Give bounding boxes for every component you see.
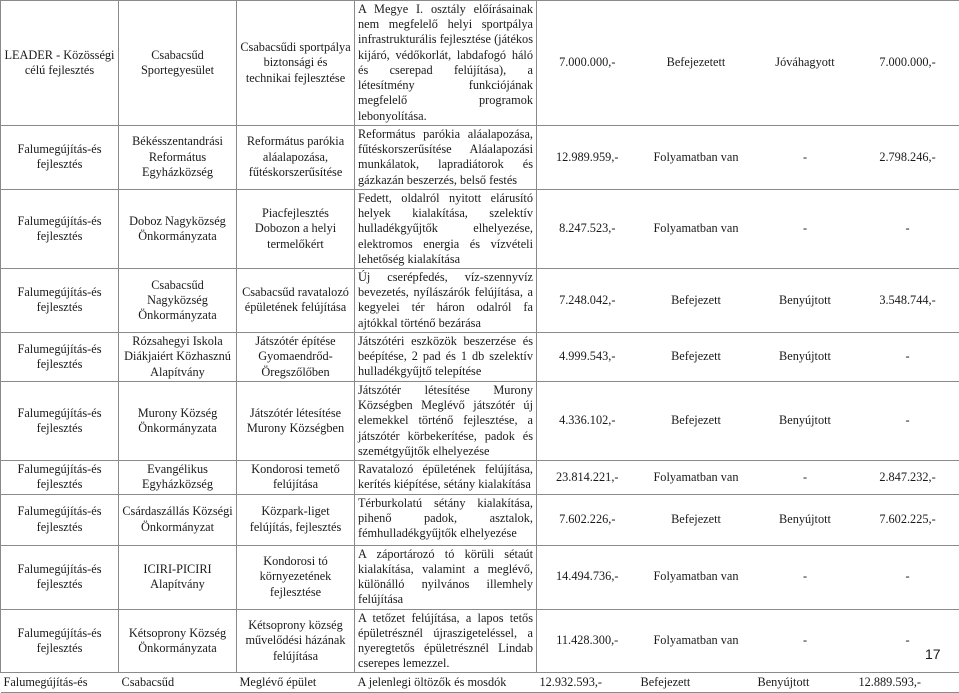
description-cell: Játszótér létesítése Murony Községben Meglévő játszótér új elemekkel történő fejlesztése, a játszótér körbekerítése, padok és szemétgyűjtők elhelyezése <box>355 381 537 460</box>
category-cell: LEADER - Közösségi célú fejlesztés <box>1 1 119 126</box>
awarded-amount-cell: 7.000.000,- <box>856 1 959 126</box>
table-row <box>1 1 959 126</box>
requested-amount-cell: 23.814.221,- <box>537 461 638 494</box>
project-title-cell: Piacfejlesztés Dobozon a helyi termelőkért <box>237 189 355 268</box>
awarded-amount-cell: - <box>856 381 959 460</box>
description-cell: A záportározó tó körüli sétaút kialakítása, valamint a meglévő, különálló nyilvános illemhely felújítása <box>355 545 537 609</box>
requested-amount-cell: 7.000.000,- <box>537 1 638 126</box>
table-row <box>1 461 959 494</box>
project-title-cell: Közpark-liget felújítás, fejlesztés <box>237 494 355 545</box>
requested-amount-cell: 12.989.959,- <box>537 125 638 189</box>
category-cell: Falumegújítás-és fejlesztés <box>1 545 119 609</box>
project-title-cell: Kondorosi tó környezetének fejlesztése <box>237 545 355 609</box>
awarded-amount-cell: 3.548.744,- <box>856 268 959 332</box>
category-cell: Falumegújítás-és fejlesztés <box>1 381 119 460</box>
decision-cell: Jóváhagyott <box>755 1 856 126</box>
status-cell: Folyamatban van <box>638 461 755 494</box>
decision-cell: Benyújtott <box>755 673 856 693</box>
applicant-cell: Murony Község Önkormányzata <box>119 381 237 460</box>
requested-amount-cell: 14.494.736,- <box>537 545 638 609</box>
applicant-cell: Csabacsűd Sportegyesület <box>119 1 237 126</box>
applicant-cell: Békésszentandrási Református Egyházközség <box>119 125 237 189</box>
project-title-cell: Csabacsűdi sportpálya biztonsági és technikai fejlesztése <box>237 1 355 126</box>
description-cell: Ravatalozó épületének felújítása, kerítés kiépítése, sétány kialakítása <box>355 461 537 494</box>
decision-cell: Benyújtott <box>755 268 856 332</box>
table-row <box>1 494 959 545</box>
requested-amount-cell: 4.999.543,- <box>537 332 638 381</box>
status-cell: Befejezett <box>638 381 755 460</box>
awarded-amount-cell: - <box>856 545 959 609</box>
table-row <box>1 332 959 381</box>
description-cell: Református parókia aláalapozása, fűtéskorszerűsítése Aláalapozási munkálatok, lapradiátorok és gázkazán beszerzés, belső festés <box>355 125 537 189</box>
applicant-cell: Csabacsűd <box>119 673 237 693</box>
applicant-cell: Evangélikus Egyházközség <box>119 461 237 494</box>
requested-amount-cell: 8.247.523,- <box>537 189 638 268</box>
decision-cell: - <box>755 189 856 268</box>
table-row <box>1 545 959 609</box>
table-row <box>1 609 959 673</box>
status-cell: Folyamatban van <box>638 545 755 609</box>
table-row <box>1 381 959 460</box>
applicant-cell: ICIRI-PICIRI Alapítvány <box>119 545 237 609</box>
decision-cell: Benyújtott <box>755 494 856 545</box>
awarded-amount-cell: 12.889.593,- <box>856 673 959 693</box>
awarded-amount-cell: - <box>856 189 959 268</box>
status-cell: Folyamatban van <box>638 189 755 268</box>
description-cell: Fedett, oldalról nyitott elárusító helyek kialakítása, szelektív hulladékgyűjtők elhelyezése, elektromos energia és vízvételi lehetőség kialakítása <box>355 189 537 268</box>
decision-cell: - <box>755 545 856 609</box>
table-row <box>1 268 959 332</box>
requested-amount-cell: 7.248.042,- <box>537 268 638 332</box>
project-title-cell: Játszótér létesítése Murony Községben <box>237 381 355 460</box>
status-cell: Befejezett <box>638 673 755 693</box>
awarded-amount-cell: 2.847.232,- <box>856 461 959 494</box>
category-cell: Falumegújítás-és fejlesztés <box>1 125 119 189</box>
category-cell: Falumegújítás-és fejlesztés <box>1 189 119 268</box>
applicant-cell: Kétsoprony Község Önkormányzata <box>119 609 237 673</box>
decision-cell: - <box>755 609 856 673</box>
description-cell: A Megye I. osztály előírásainak nem megfelelő helyi sportpálya infrastrukturális fejlesztése (játékos kijáró, védőkorlát, labdafogó háló és cserepad felújítása), a létesítmény funkciójának megfelelő programok lebonyolítása. <box>355 1 537 126</box>
category-cell: Falumegújítás-és fejlesztés <box>1 332 119 381</box>
awarded-amount-cell: 7.602.225,- <box>856 494 959 545</box>
applicant-cell: Csabacsűd Nagyközség Önkormányzata <box>119 268 237 332</box>
decision-cell: Benyújtott <box>755 381 856 460</box>
applicant-cell: Rózsahegyi Iskola Diákjaiért Közhasznú Alapítvány <box>119 332 237 381</box>
description-cell: Új cserépfedés, víz-szennyvíz bevezetés, nyílászárók felújítása, a kegyelei tér háron odalról fa ajtókkal történő bezárása <box>355 268 537 332</box>
table-row <box>1 125 959 189</box>
requested-amount-cell: 7.602.226,- <box>537 494 638 545</box>
requested-amount-cell: 11.428.300,- <box>537 609 638 673</box>
status-cell: Folyamatban van <box>638 125 755 189</box>
status-cell: Folyamatban van <box>638 609 755 673</box>
description-cell: A jelenlegi öltözők és mosdók <box>355 673 537 693</box>
requested-amount-cell: 12.932.593,- <box>537 673 638 693</box>
status-cell: Befejezett <box>638 494 755 545</box>
decision-cell: - <box>755 461 856 494</box>
awarded-amount-cell: - <box>856 332 959 381</box>
status-cell: Befejezetett <box>638 1 755 126</box>
decision-cell: Benyújtott <box>755 332 856 381</box>
status-cell: Befejezett <box>638 332 755 381</box>
project-title-cell: Kétsoprony község művelődési házának felújítása <box>237 609 355 673</box>
applicant-cell: Csárdaszállás Községi Önkormányzat <box>119 494 237 545</box>
decision-cell: - <box>755 125 856 189</box>
status-cell: Befejezett <box>638 268 755 332</box>
description-cell: Játszótéri eszközök beszerzése és beépítése, 2 pad és 1 db szelektív hulladékgyűjtő telepítése <box>355 332 537 381</box>
project-title-cell: Meglévő épület <box>237 673 355 693</box>
project-title-cell: Játszótér építése Gyomaendrőd-Öregszőlőben <box>237 332 355 381</box>
category-cell: Falumegújítás-és fejlesztés <box>1 609 119 673</box>
awarded-amount-cell: - <box>856 609 959 673</box>
applicant-cell: Doboz Nagyközség Önkormányzata <box>119 189 237 268</box>
category-cell: Falumegújítás-és fejlesztés <box>1 494 119 545</box>
project-title-cell: Kondorosi temető felújítása <box>237 461 355 494</box>
description-cell: Térburkolatú sétány kialakítása, pihenő padok, asztalok, fémhulladékgyűjtők elhelyezése <box>355 494 537 545</box>
category-cell: Falumegújítás-és fejlesztés <box>1 268 119 332</box>
page-number: 17 <box>925 646 941 662</box>
project-title-cell: Református parókia aláalapozása, fűtéskorszerűsítése <box>237 125 355 189</box>
awarded-amount-cell: 2.798.246,- <box>856 125 959 189</box>
description-cell: A tetőzet felújítása, a lapos tetős épületrésznél újraszigeteléssel, a nyeregtetős épületrésznél Lindab cserepes lemezzel. <box>355 609 537 673</box>
requested-amount-cell: 4.336.102,- <box>537 381 638 460</box>
project-title-cell: Csabacsűd ravatalozó épületének felújítása <box>237 268 355 332</box>
table-row <box>1 189 959 268</box>
table-row <box>1 673 959 693</box>
category-cell: Falumegújítás-és fejlesztés <box>1 461 119 494</box>
category-cell: Falumegújítás-és <box>1 673 119 693</box>
